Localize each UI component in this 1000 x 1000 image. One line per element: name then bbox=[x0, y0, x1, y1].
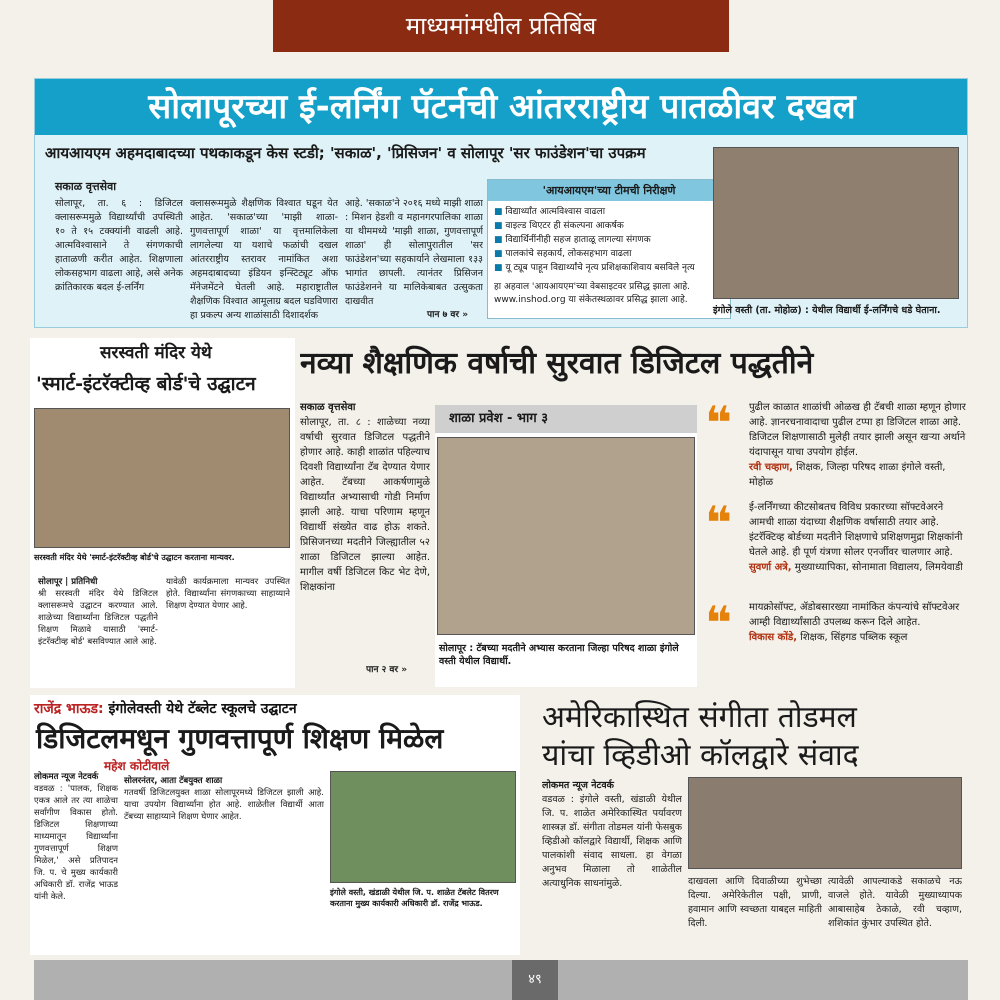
quote-mark-icon: ❝ bbox=[705, 400, 732, 450]
kicker-name: राजेंद्र भाऊड: bbox=[34, 701, 104, 717]
quote-text: पुढील काळात शाळांची ओळख ही टॅबची शाळा म्हणून होणार आहे. ज्ञानरचनावादाचा पुढील टप्पा हा डिजिटल शाळा आहे. डिजिटल शिक्षणासाठी मुलेही तयार झाली असून खऱ्या अर्थाने यंदापासून याचा उपयोग होईल. bbox=[749, 402, 966, 458]
observation-item: ■ विद्यार्थ्यांत आत्मविश्वास वाढला bbox=[494, 205, 724, 219]
story-tablet-school-panel bbox=[30, 695, 520, 955]
observation-item: ■ पालकांचे सहकार्य, लोकसहभाग वाढला bbox=[494, 247, 724, 261]
story-column bbox=[38, 576, 158, 686]
photo-caption: सरस्वती मंदिर येथे 'स्मार्ट-इंटरॅक्टीव्ह बोर्ड'चे उद्घाटन करताना मान्यवर. bbox=[34, 553, 235, 562]
inauguration-photo bbox=[34, 408, 290, 548]
quote-block bbox=[705, 500, 967, 592]
story-byline: सोलापूर | प्रतिनिधी bbox=[38, 577, 98, 587]
story-subhead: सोलरनंतर, आता टॅबयुक्त शाळा bbox=[124, 776, 223, 786]
children-tablet-photo bbox=[437, 437, 695, 635]
photo-caption: इंगोले वस्ती (ता. मोहोळ) : येथील विद्यार्थी ई-लर्निंगचे धडे घेताना. bbox=[713, 305, 941, 316]
story-headline: डिजिटलमधून गुणवत्तापूर्ण शिक्षण मिळेल bbox=[36, 722, 444, 755]
story-column: दाखवला आणि दिवाळीच्या शुभेच्छा दिल्या. अमेरिकेतील पक्षी, प्राणी, हवामान आणि स्वच्छता याबद्दल माहिती दिली. bbox=[688, 876, 822, 929]
story-kicker bbox=[34, 699, 297, 718]
school-admission-feature bbox=[435, 405, 697, 687]
students-group-photo bbox=[330, 771, 516, 883]
story-column: त्यावेळी आपल्याकडे सकाळचे नऊ वाजले होते. यावेळी मुख्याध्यापक आबासाहेब ठेकाळे, रवी चव्हाण, शशिकांत कुंभार उपस्थित होते. bbox=[828, 876, 962, 929]
story-byline: लोकमत न्यूज नेटवर्क bbox=[34, 772, 99, 782]
quote-author: रवी चव्हाण, bbox=[749, 462, 793, 473]
story-text: गतवर्षी डिजिटलयुक्त शाळा सोलापूरमध्ये डिजिटल झाली आहे. याचा उपयोग विद्यार्थ्यांना होत आहे. शाळेतील विद्यार्थी आता टॅबच्या साहाय्याने शिक्षण घेणार आहेत. bbox=[124, 788, 324, 822]
section-label: शाळा प्रवेश - भाग ३ bbox=[435, 405, 697, 433]
story-elearning-panel bbox=[34, 78, 968, 328]
story-column: यावेळी कार्यक्रमाला मान्यवर उपस्थित होते. विद्यार्थ्यांना संगणकाच्या साहाय्याने शिक्षण देण्यात येणार आहे. bbox=[166, 577, 290, 611]
quote-text: मायक्रोसॉफ्ट, ॲडोबसारख्या नामांकित कंपन्यांचे सॉफ्टवेअर आम्ही विद्यार्थ्यांसाठी उपलब्ध करून दिले आहेत. bbox=[749, 602, 960, 628]
story-video-call-panel bbox=[528, 695, 968, 955]
digital-year-headline: नव्या शैक्षणिक वर्षाची सुरवात डिजिटल पद्धतीने bbox=[300, 346, 814, 381]
page-footer bbox=[34, 960, 968, 1000]
story-column: सोलापूर, ता. ६ : डिजिटल क्लासरूममुळे विद्यार्थ्यांची उपस्थिती १० ते १५ टक्क्यांनी वाढली आहे. आत्मविश्वासाने ते संगणकाची हाताळणी करीत आहेत. शिक्षणाला लोकसहभाग वाढला आहे, असे अनेक क्रांतिकारक बदल ई-लर्निंग bbox=[55, 198, 183, 293]
quote-role: शिक्षक, जिल्हा परिषद शाळा इंगोले वस्ती, मोहोळ bbox=[749, 462, 946, 488]
story-headline: सोलापूरच्या ई-लर्निंग पॅटर्नची आंतरराष्ट्रीय पातळीवर दखल bbox=[35, 79, 968, 135]
observations-title: 'आयआयएम'च्या टीमची निरीक्षणे bbox=[488, 180, 730, 201]
story-text: वडवळ : इंगोले वस्ती, खंडाळी येथील जि. प. शाळेत अमेरिकास्थित पर्यावरण शास्त्रज्ञ डॉ. संगीता तोडमल यांनी फेसबुक व्हिडीओ कॉलद्वारे विद्यार्थी, शिक्षक आणि पालकांशी संवाद साधला. हा वेगळा अनुभव मिळाला तो शाळेतील अत्याधुनिक साधनांमुळे. bbox=[542, 794, 682, 889]
quote-role: शिक्षक, सिंहगड पब्लिक स्कूल bbox=[800, 632, 908, 643]
quotes-column bbox=[705, 400, 967, 686]
story-column: आहे. 'सकाळ'ने २०१६ मध्ये माझी शाळा : मिशन हेडशी व महानगरपालिका शाळा या थीममध्ये 'माझी शाळा, गुणवत्तापूर्ण शाळा' ही सोलापुरातील 'सर फाउंडेशन'च्या सहकार्याने लेखमाला १३३ भागांत छापली. त्यानंतर प्रिसिजन फाउंडेशनने या मालिकेबाबत उत्सुकता दाखवीत bbox=[345, 198, 483, 307]
story-text: वडवळ : 'पालक, शिक्षक एकत्र आले तर त्या शाळेचा सर्वांगीण विकास होतो. डिजिटल शिक्षणाच्या माध्यमातून विद्यार्थ्यांना गुणवत्तापूर्ण शिक्षण मिळेल,' असे प्रतिपादन जि. प. चे मुख्य कार्यकारी अधिकारी डॉ. राजेंद्र भाऊड यांनी केले. bbox=[34, 784, 118, 902]
continued-link[interactable]: पान २ वर » bbox=[366, 665, 408, 675]
observations-footer: हा अहवाल 'आयआयएम'च्या वेबसाइटवर प्रसिद्ध झाला आहे. www.inshod.org या संकेतस्थळावर प्रसिद्ध झाला आहे. bbox=[494, 282, 690, 305]
story-text: सोलापूर, ता. ८ : शाळेच्या नव्या वर्षाची सुरवात डिजिटल पद्धतीने होणार आहे. काही शाळांत पहिल्याच दिवशी विद्यार्थ्यांना टॅब देण्यात येणार आहेत. टॅबच्या आकर्षणामुळे विद्यार्थ्यांत अभ्यासाची गोडी निर्माण झाली आहे. याचा परिणाम म्हणून विद्यार्थी संख्येत वाढ होऊ शकते. प्रिसिजनच्या मदतीने जिल्ह्यातील ५२ शाळा डिजिटल झाल्या आहेत. मागील वर्षी डिजिटल किट भेट देणे, शिक्षकांना bbox=[300, 417, 430, 593]
story-column bbox=[34, 771, 118, 951]
quote-role: मुख्याध्यापिका, सोनामाता विद्यालय, लिमयेवाडी bbox=[794, 562, 963, 573]
story-subheadline: आयआयएम अहमदाबादच्या पथकाकडून केस स्टडी; 'सकाळ', 'प्रिसिजन' व सोलापूर 'सर फाउंडेशन'चा उपक्रम bbox=[45, 144, 646, 162]
story-column bbox=[124, 775, 324, 951]
story-smartboard-panel bbox=[30, 338, 295, 688]
quote-text: ई-लर्निंगच्या कीटसोबतच विविध प्रकारच्या सॉफ्टवेअरने आमची शाळा यंदाच्या शैक्षणिक वर्षासाठी तयार आहे. इंटरॅक्टिव्ह बोर्डच्या मदतीने शिक्षणाचे प्रशिक्षणमुद्रा शिक्षकांनी घेतले आहे. ही पूर्ण यंत्रणा सोलर एनर्जीवर चालणार आहे. bbox=[749, 502, 963, 558]
photo-caption: सोलापूर : टॅबच्या मदतीने अभ्यास करताना जिल्हा परिषद शाळा इंगोले वस्ती येथील विद्यार्थी. bbox=[439, 643, 679, 667]
quote-block bbox=[705, 400, 967, 492]
story-column bbox=[542, 779, 682, 951]
quote-block bbox=[705, 600, 967, 686]
quote-author: सुवर्णा अत्रे, bbox=[749, 562, 792, 573]
section-banner: माध्यमांमधील प्रतिबिंब bbox=[273, 0, 729, 52]
quote-mark-icon: ❝ bbox=[705, 500, 732, 550]
observation-item: ■ यू ट्यूब पाहून विद्यार्थ्यांचे नृत्य प्रशिक्षकाशिवाय बसविले नृत्य bbox=[494, 261, 724, 275]
observation-item: ■ वाइल्ड थिएटर ही संकल्पना आकर्षक bbox=[494, 219, 724, 233]
story-byline: सकाळ वृत्तसेवा bbox=[300, 402, 356, 413]
page-number: ४९ bbox=[512, 960, 558, 1000]
observation-item: ■ विद्यार्थिनींनीही सहज हाताळू लागल्या संगणक bbox=[494, 233, 724, 247]
observations-box bbox=[487, 179, 731, 319]
photo-caption: इंगोले वस्ती, खंडाळी येथील जि. प. शाळेत टॅबलेट वितरण करताना मुख्य कार्यकारी अधिकारी डॉ. राजेंद्र भाऊड. bbox=[330, 888, 499, 908]
quote-mark-icon: ❝ bbox=[705, 600, 732, 650]
story-byline: लोकमत न्यूज नेटवर्क bbox=[542, 780, 614, 791]
story-column bbox=[300, 400, 430, 686]
continued-link[interactable]: पान ७ वर » bbox=[427, 310, 469, 320]
kicker-text: इंगोलेवस्ती येथे टॅब्लेट स्कूलचे उद्घाटन bbox=[108, 701, 297, 717]
video-call-photo bbox=[688, 777, 962, 869]
story-column: क्लासरूममुळे शैक्षणिक विश्वात घडून येत आहेत. 'सकाळ'च्या 'माझी शाळा- गुणवत्तापूर्ण शाळा' या वृत्तमालिकेला लागलेल्या या यशाचे फळांची दखल आंतरराष्ट्रीय स्तरावर नामांकित अशा अहमदाबादच्या इंडियन इन्स्टिट्यूट ऑफ मॅनेजमेंटने घेतली आहे. महाराष्ट्रातील शैक्षणिक विश्वात आमूलाग्र बदल घडविणारा हा प्रकल्प अन्य शाळांसाठी दिशादर्शक bbox=[190, 198, 338, 321]
story-byline: सकाळ वृत्तसेवा bbox=[55, 180, 117, 193]
story-headline-line: यांचा व्हिडीओ कॉलद्वारे संवाद bbox=[542, 738, 859, 773]
story-kicker: सरस्वती मंदिर येथे bbox=[100, 343, 212, 363]
classroom-photo bbox=[713, 147, 959, 299]
story-headline-line: अमेरिकास्थित संगीता तोडमल bbox=[542, 700, 857, 735]
quote-author: विकास कोंडे, bbox=[749, 632, 798, 643]
story-text: श्री सरस्वती मंदिर येथे डिजिटल क्लासरूमचे उद्घाटन करण्यात आले. शाळेच्या विद्यार्थ्यांना डिजिटल पद्धतीने शिक्षण मिळावे यासाठी 'स्मार्ट-इंटरॅक्टीव्ह बोर्ड' बसविण्यात आले आहे. bbox=[38, 589, 158, 647]
story-author: महेश कोटीवाले bbox=[104, 759, 170, 773]
story-headline: 'स्मार्ट-इंटरॅक्टीव्ह बोर्ड'चे उद्घाटन bbox=[36, 373, 256, 395]
